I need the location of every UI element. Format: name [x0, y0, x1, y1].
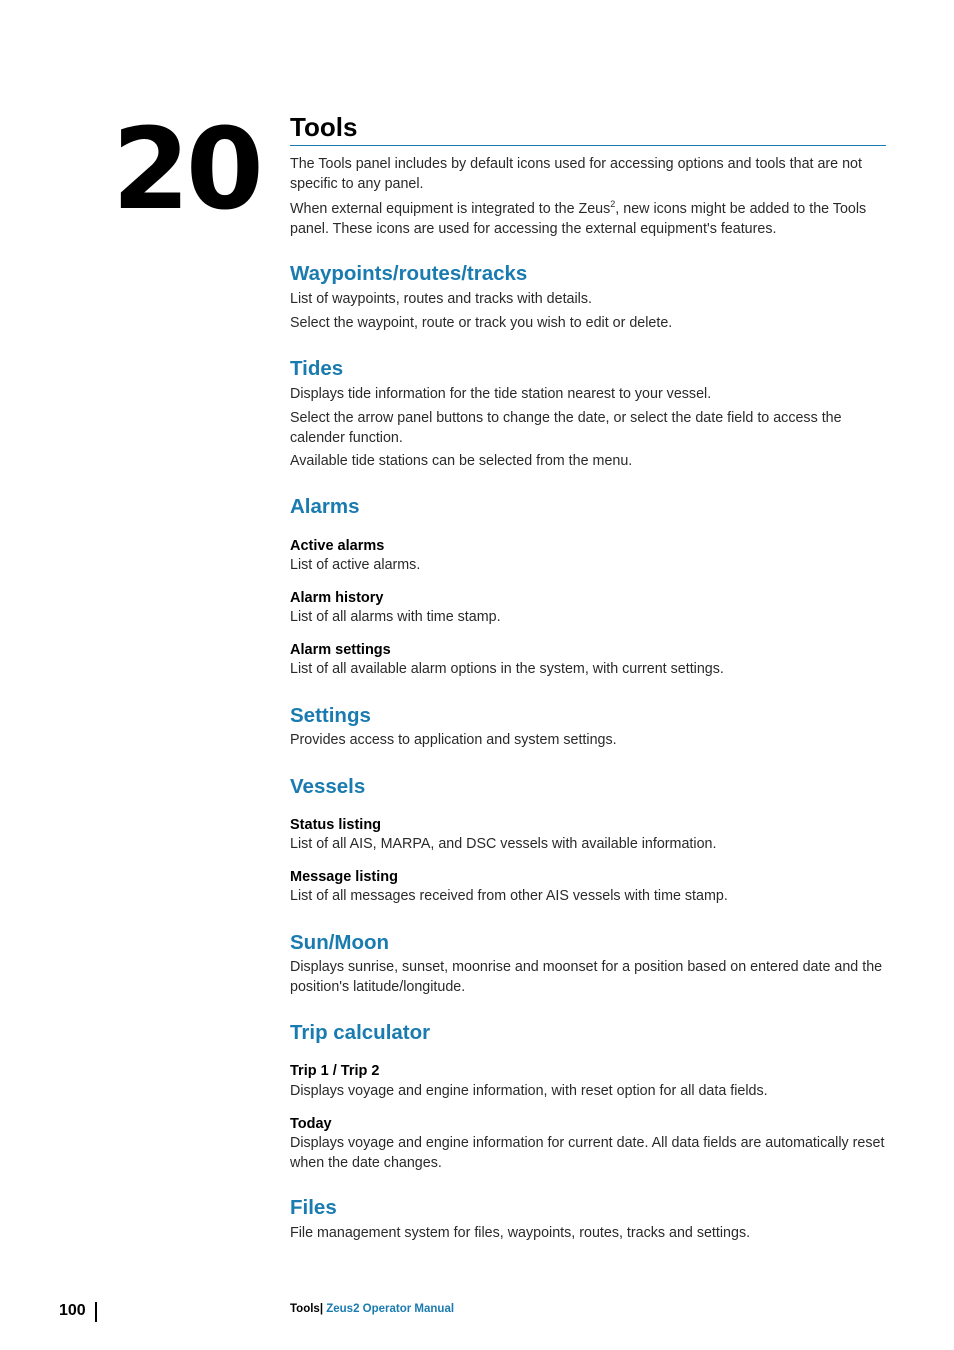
- section-heading-files: Files: [290, 1196, 337, 1219]
- tides-paragraph-2: Select the arrow panel buttons to change the date, or select the date field to access the calender function.: [290, 410, 842, 446]
- subheading-active-alarms: Active alarms: [290, 538, 385, 554]
- subheading-message-listing: Message listing: [290, 869, 398, 885]
- trip-text: Displays voyage and engine information, with reset option for all data fields.: [290, 1083, 768, 1099]
- tides-paragraph-1: Displays tide information for the tide station nearest to your vessel.: [290, 386, 712, 402]
- subheading-status-listing: Status listing: [290, 817, 382, 833]
- settings-paragraph: Provides access to application and system settings.: [290, 732, 617, 748]
- section-heading-sun-moon: Sun/Moon: [290, 931, 390, 954]
- section-heading-waypoints: Waypoints/routes/tracks: [290, 262, 528, 285]
- waypoints-paragraph-1: List of waypoints, routes and tracks with details.: [290, 291, 592, 307]
- subheading-trip: Trip 1 / Trip 2: [290, 1063, 380, 1079]
- section-heading-trip-calculator: Trip calculator: [290, 1021, 431, 1044]
- section-heading-vessels: Vessels: [290, 775, 366, 798]
- alarm-history-text: List of all alarms with time stamp.: [290, 609, 501, 625]
- section-heading-settings: Settings: [290, 704, 371, 727]
- footer-manual-title: Zeus2 Operator Manual: [326, 1303, 455, 1315]
- footer-divider: [95, 1302, 97, 1322]
- today-text: Displays voyage and engine information for current date. All data fields are automatically reset when the date changes.: [290, 1135, 885, 1171]
- message-listing-text: List of all messages received from other AIS vessels with time stamp.: [290, 888, 728, 904]
- subheading-today: Today: [290, 1116, 332, 1132]
- waypoints-paragraph-2: Select the waypoint, route or track you wish to edit or delete.: [290, 315, 673, 331]
- intro-paragraph-2: When external equipment is integrated to the Zeus$^2$, new icons might be added to the Tools panel. These icons are used for accessing the external equipment's features.: [290, 199, 867, 237]
- section-heading-tides: Tides: [290, 357, 344, 380]
- files-paragraph: File management system for files, waypoints, routes, tracks and settings.: [290, 1225, 751, 1241]
- footer-chapter: Tools: [290, 1303, 320, 1315]
- active-alarms-text: List of active alarms.: [290, 557, 421, 573]
- footer-separator: |: [319, 1303, 327, 1315]
- section-heading-alarms: Alarms: [290, 495, 360, 518]
- alarm-settings-text: List of all available alarm options in the system, with current settings.: [290, 661, 724, 677]
- sun-moon-paragraph: Displays sunrise, sunset, moonrise and moonset for a position based on entered date and the position's latitude/longitude.: [290, 959, 883, 995]
- page-number: 100: [59, 1302, 86, 1319]
- subheading-alarm-history: Alarm history: [290, 590, 384, 606]
- chapter-title: Tools: [290, 110, 886, 146]
- running-footer: [290, 1301, 454, 1317]
- tides-paragraph-3: Available tide stations can be selected from the menu.: [290, 453, 633, 469]
- superscript: 2: [610, 199, 616, 210]
- intro-paragraph-1: The Tools panel includes by default icons used for accessing options and tools that are not specific to any panel.: [290, 156, 862, 192]
- subheading-alarm-settings: Alarm settings: [290, 642, 391, 658]
- chapter-number: 20: [112, 105, 260, 235]
- status-listing-text: List of all AIS, MARPA, and DSC vessels with available information.: [290, 836, 717, 852]
